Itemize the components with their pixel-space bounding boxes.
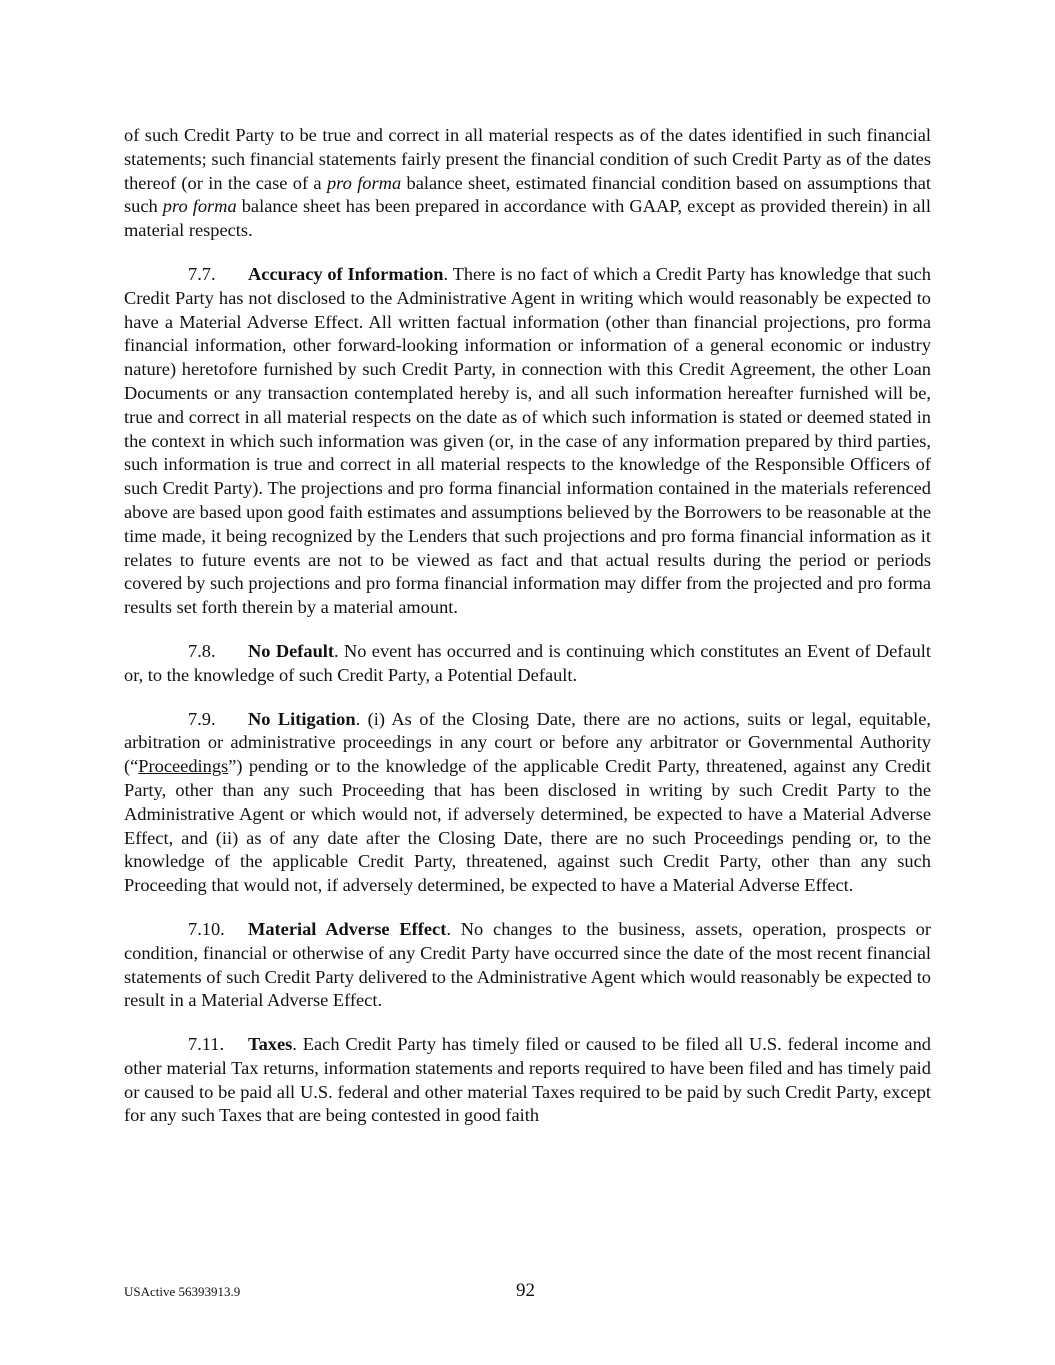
intro-italic-2: pro forma: [162, 196, 237, 217]
section-number: 7.7.: [188, 263, 216, 284]
intro-text-1: of such Credit Party to be true and correct in all material respects as of the dates identified in such financial statements; such financial statements fairly present the financial condition of such Credit Party as of the dates thereof (or in the case of a: [124, 125, 931, 193]
section-7-10: [124, 918, 931, 1013]
section-text-continued: ”) pending or to the knowledge of the applicable Credit Party, threatened, against any Credit Party, other than any such Proceeding that has been disclosed in writing by such Credit Party to the Administrative Agent or which would not, if adversely determined, be expected to have a Material Adverse Effect, and (ii) as of any date after the Closing Date, there are no such Proceedings pending or, to the knowledge of the applicable Credit Party, threatened, against such Credit Party, other than any such Proceeding that would not, if adversely determined, be expected to have a Material Adverse Effect.: [124, 756, 931, 896]
defined-term-proceedings: Proceedings: [138, 756, 229, 777]
intro-text-2: balance sheet, estimated financial condition based on assumptions that such: [124, 172, 931, 217]
footer-document-id: USActive 56393913.9: [124, 1284, 241, 1299]
section-text: . (i) As of the Closing Date, there are no actions, suits or legal, equitable, arbitration or administrative proceedings in any court or before any arbitrator or Governmental Authority (“: [124, 708, 932, 777]
section-number: 7.8.: [188, 640, 216, 661]
section-number: 7.11.: [188, 1034, 225, 1055]
section-7-7: [124, 263, 931, 620]
section-text: . There is no fact of which a Credit Party has knowledge that such Credit Party has not disclosed to the Administrative Agent in writing which would reasonably be expected to have a Material Adverse Effect. All written factual information (other than financial projections, pro forma financial information, other forward-looking information or information of a general economic or industry nature) heretofore furnished by such Credit Party, in connection with this Credit Agreement, the other Loan Documents or any transaction contemplated hereby is, and all such information hereafter furnished will be, true and correct in all material respects on the date as of which such information is stated or deemed stated in the context in which such information was given (or, in the case of any information prepared by third parties, such information is true and correct in all material respects to the knowledge of the Responsible Officers of such Credit Party). The projections and pro forma financial information contained in the materials referenced above are based upon good faith estimates and assumptions believed by the Borrowers to be reasonable at the time made, it being recognized by the Lenders that such projections and pro forma financial information as it relates to future events are not to be viewed as fact and that actual results during the period or periods covered by such projections and pro forma financial information may differ from the projected and pro forma results set forth therein by a material amount.: [124, 263, 931, 618]
section-heading: Taxes: [248, 1034, 293, 1055]
intro-text-3: balance sheet has been prepared in accordance with GAAP, except as provided therein) in all material respects.: [124, 196, 931, 241]
section-7-8: [124, 640, 931, 688]
section-text: . Each Credit Party has timely filed or caused to be filed all U.S. federal income and other material Tax returns, information statements and reports required to have been filed and has timely paid or caused to be paid all U.S. federal and other material Taxes required to be paid by such Credit Party, except for any such Taxes that are being contested in good faith: [124, 1034, 931, 1126]
intro-italic-1: pro forma: [326, 172, 402, 193]
section-number: 7.9.: [188, 708, 216, 729]
section-number: 7.10.: [188, 918, 225, 939]
section-heading: Accuracy of Information: [248, 263, 444, 284]
footer-page-number: 92: [516, 1280, 535, 1301]
section-text: . No event has occurred and is continuing which constitutes an Event of Default or, to the knowledge of such Credit Party, a Potential Default.: [124, 640, 931, 685]
section-text: . No changes to the business, assets, operation, prospects or condition, financial or otherwise of any Credit Party have occurred since the date of the most recent financial statements of such Credit Party delivered to the Administrative Agent which would reasonably be expected to result in a Material Adverse Effect.: [124, 918, 931, 1011]
intro-paragraph: [124, 124, 931, 243]
section-7-9: [124, 708, 931, 898]
document-body: [124, 124, 931, 1148]
section-heading: Material Adverse Effect: [248, 918, 447, 939]
section-heading: No Default: [248, 640, 335, 661]
section-7-11: [124, 1033, 931, 1128]
section-heading: No Litigation: [248, 708, 356, 729]
